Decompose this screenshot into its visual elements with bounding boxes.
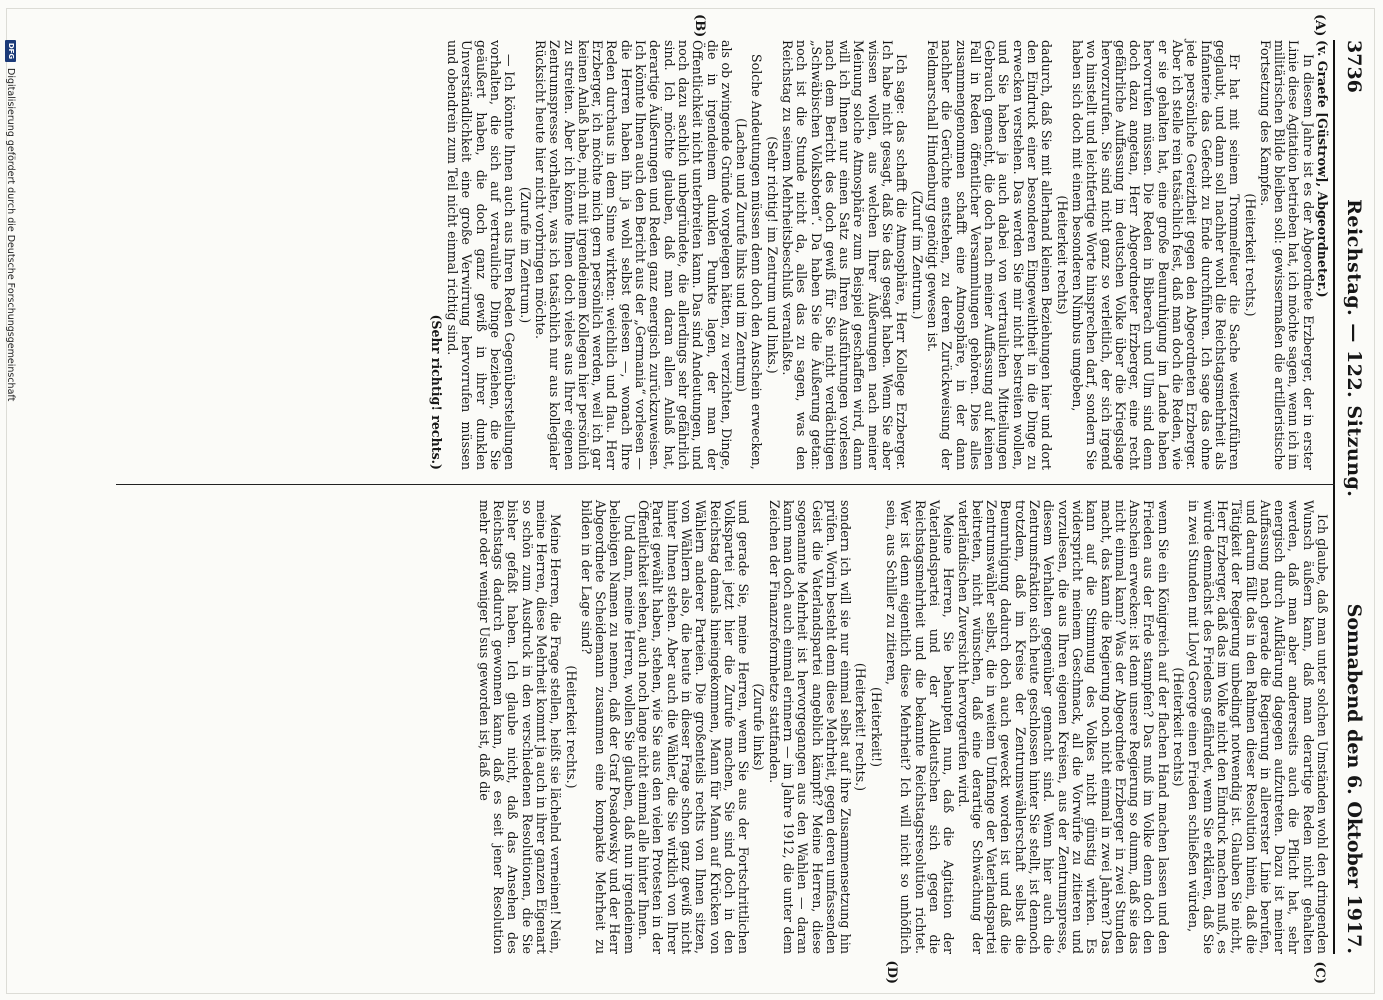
paragraph: Er hat mit seinem Trommelfeuer die Sache weiterzuführen geglaubt, und dann soll nachher wohl die Reichstagsmehrheit als Infanterie das Gefecht zu Ende durchführen. Ich sage das ohne jede persönliche Gereiztheit gegen den Abgeordneten Erzberger. Aber ich stelle rein tatsächlich fest, daß man doch die Reden, wie er sie gehalten hat, eine große Beunruhigung im Lande haben hervorrufen müssen. Die Reden in Biberach und Ulm sind denn doch dazu angetan, Herr Abgeordneter Erzberger, eine recht gefährliche Auffassung im deutschen Volke über die Kriegslage hervorzurufen. Sie sind nicht ganz so verleitlich, der sich irgend wo hinstellt und leichtfertige Worte hinsprechen darf, sondern Sie haben sich doch mit einem besonderen Nimbus umgeben, xyxy=(1069,40,1243,470)
margin-mark-b: (B) xyxy=(692,14,707,38)
closing-interjection: (Sehr richtig! rechts.) xyxy=(428,314,444,470)
left-column xyxy=(120,40,1329,470)
margin-mark-c: (C) xyxy=(1312,961,1327,984)
paragraph: als ob zwingende Gründe vorgelegen hätten, zu verzichten, Dinge, die in irgendeinem dunklen Punkte lagen, der man der Öffentlichkeit nicht unterbreiten kann. Das sind Andeutungen, und noch dazu sachlich unbegründete, die allerdings sehr gefährlich sind. Ich möchte glauben, daß man daran allen Anlaß hat, derartige Äußerungen und Reden ganz energisch zurückzuweisen. Ich könnte Ihnen auch den Bericht aus der „Germania“ vorlesen — die Herren haben ihn ja wohl selbst gelesen —, wonach Ihre Reden durchaus in dem Sinne wirkten: weichlich und flau. Herr Erzberger, ich möchte mich gern persönlich werden, weil ich gar keinen Anlaß habe, mich mit irgendeinem Kollegen hier persönlich zu streiten. Aber ich könnte Ihnen doch vieles aus Ihrer eigenen Zentrumspresse vorhalten, was ich tatsächlich nur aus kollegialer Rücksicht heute hier nicht vorbringen möchte. xyxy=(532,40,734,470)
margin-mark-a: (A) xyxy=(1312,14,1327,37)
paragraph: wenn Sie ein Königreich auf der flachen Hand machen lassen und den Frieden aus der Erde stampfen? Das muß im Volke denn doch den Anschein erwecken: ist denn unsere Regierung so dumm, daß sie das nicht einmal kann? Was der Abgeordnete Erzberger in zwei Stunden macht, das kann die Regierung noch nicht einmal in zwei Jahren? Das kann auf die Stimmung des Volkes nicht günstig wirken. Es widerspricht meinem Geschmack, all die Vorwürfe zu zitieren und vorzulesen, die aus Ihren eigenen Kreisen, aus der Zentrumspresse, diesem Verhalten gegenüber gemacht sind. Wenn hier auch die Zentrumsfraktion sich heute geschlossen hinter Sie stellt, ist dennoch trotzdem, daß im Kreise der Zentrumswählerschaft selbst die Beunruhigung dadurch doch auch geweckt worden ist und daß die Zentrumswähler selbst, die in weitem Umfange der Vaterlandspartei beitreten, nicht wünschen, daß eine derartige Schwächung der vaterländischen Zuversicht hervorgerufen wird. xyxy=(955,500,1171,954)
digitization-footer xyxy=(4,40,18,954)
paragraph: Ich glaube, daß man unter solchen Umständen wohl den dringenden Wunsch äußern kann, daß man derartige Reden nicht gehalten werden, daß man aber andererseits auch die Pflicht hat, sehr energisch durch Aufklärung dagegen aufzutreten. Dazu ist meiner Auffassung nach gerade die Regierung in allererster Linie berufen, und darum fällt das in den Rahmen dieser Resolution hinein, daß die Tätigkeit der Regierung unbedingt notwendig ist. Glauben Sie nicht, Herr Erzberger, daß das im Volke nicht den Eindruck machen muß, es würde demnächst des Friedens gefährdet, wenn Sie erklären, daß Sie in zwei Stunden mit Lloyd George einen Frieden schließen würden, xyxy=(1186,500,1330,954)
paragraph: — Ich könnte Ihnen auch aus Ihren Reden Gegenüberstellungen vorhalten, die sich auf vertrauliche Dinge beziehen, die Sie geäußert haben, die doch ganz gewiß in ihrer dunklen Unverständlichkeit eine große Verwirrung hervorrufen müssen und obendrein zum Teil nicht einmal richtig sind. xyxy=(445,40,518,470)
session-title: Reichstag. — 122. Sitzung. xyxy=(1343,199,1365,498)
interjection: (Heiterkeit rechts) xyxy=(1054,195,1070,315)
interjection: (Zurufe im Zentrum.) xyxy=(517,186,533,324)
margin-mark-d: (D) xyxy=(884,960,899,984)
paragraph: Meine Herren, Sie behaupten nun, daß die Agitation der Vaterlandspartei und der Alldeutschen sich gegen die Reichstagsmehrheit und die bekannte Reichstagsresolution richtet. Wer ist denn eigentlich diese Mehrheit? Ich will nicht so unhöflich sein, aus Schiller zu zitieren, xyxy=(884,500,957,954)
session-date: Sonnabend den 6. Oktober 1917. xyxy=(1343,603,1365,954)
two-column-body xyxy=(120,14,1330,984)
column-divider xyxy=(116,484,1335,485)
interjection: (Heiterkeit rechts.) xyxy=(1242,193,1258,317)
page-number: 3736 xyxy=(1343,40,1365,93)
paragraph: dadurch, daß Sie mit allerhand kleinen Beziehungen hier und dort den Eindruck einer besonderen Eingeweihtheit in die Dinge zu erwecken verstehen. Das werden Sie mir nicht bestreiten wollen, und Sie haben ja auch dabei von vertraulichen Mitteilungen Gebrauch gemacht, die doch nach meiner Auffassung auf keinen Fall in Reden öffentlicher Versammlungen gehören. Dies alles zusammengenommen schafft eine Atmosphäre, in der dann nachher die Gerüchte entstehen, zu deren Zurückweisung der Feldmarschall Hindenburg genötigt gewesen ist. xyxy=(924,40,1055,470)
page-header xyxy=(1333,40,1365,954)
speaker-line: (v. Graefe [Güstrow], Abgeordneter.) xyxy=(1315,40,1330,298)
dfg-logo: DFG xyxy=(6,40,17,62)
paragraph: Solche Andeutungen müssen denn doch den Anschein erwecken, xyxy=(749,54,765,470)
funding-note: Digitalisierung gefördert durch die Deutsche Forschungsgemeinschaft xyxy=(5,68,17,402)
paragraph: Meine Herren, die Frage stellen, heißt sie lächelnd verneinen! Nein, meine Herren, diese Mehrheit kommt ja auch in ihrer ganzen Eigenart so schön zum Ausdruck in den verschiedenen Resolutionen, die Sie bisher gefaßt haben. Ich glaube nicht, daß das Ansehen des Reichstags dadurch gewonnen kann, daß es seit jener Resolution mehr oder weniger Usus geworden ist, daß die xyxy=(476,500,564,954)
interjection: (Heiterkeit! rechts.) xyxy=(853,662,869,792)
interjection: (Sehr richtig! im Zentrum und links.) xyxy=(764,136,780,374)
interjection: (Heiterkeit rechts) xyxy=(1171,667,1187,787)
interjection: (Zuruf im Zentrum.) xyxy=(909,190,925,320)
paragraph: Und dann, meine Herren, wollen Sie glauben, daß nun irgendeinem beliebigen Namen zu nennen, daß der Graf Posadowsky und der Herr Abgeordnete Scheidemann zusammen eine kompakte Mehrheit zu bilden in der Lage sind? xyxy=(578,500,637,954)
paragraph: und gerade Sie, meine Herren, wenn Sie aus der Fortschrittlichen Volkspartei jetzt hier die Zurufe machen, Sie sind doch in den Reichstag damals hineingekommen, Mann für Mann auf Krücken von Wählern anderer Parteien. Die großenteils rechts von Ihnen sitzen, von Wählern also, die heute in dieser Frage schon ganz gewiß nicht hinter Ihnen stehen. Aber auch die Wähler, die Sie wirklich von Ihrer Partei gewählt haben, stehen, wie Sie aus den vielen Protesten in der Öffentlichkeit sehen, auch noch lange nicht einmal alle hinter Ihnen. xyxy=(636,500,752,954)
interjection: (Heiterkeit rechts.) xyxy=(563,665,579,789)
interjection: (Lachen und Zurufe links und im Zentrum) xyxy=(734,118,750,392)
paragraph: In diesem Jahre ist es der Abgeordnete Erzberger, der in erster Linie diese Agitation betrieben hat, ich möchte sagen, wenn ich im militärischen Bilde bleiben soll: gewissermaßen die artilleristische Fortsetzung des Kampfes. xyxy=(1257,40,1316,470)
paragraph: sondern ich will sie nur einmal selbst auf ihre Zusammensetzung hin prüfen. Worin besteht denn diese Mehrheit, gegen deren umfassenden Geist die Vaterlandspartei angeblich kämpft? Meine Herren, diese sogenannte Mehrheit ist hervorgegangen aus den Wahlen — daran kann man doch auch einmal erinnern — im Jahre 1912, die unter dem Zeichen der Finanzreformhetze stattfanden. xyxy=(766,500,854,954)
interjection: (Heiterkeit!) xyxy=(868,686,884,768)
right-column xyxy=(120,500,1329,954)
paragraph: Ich sage: das schafft die Atmosphäre, Herr Kollege Erzberger. Ich habe nicht gesagt, daß Sie das gesagt haben. Wenn Sie aber wissen wollen, aus welchen Ihrer Äußerungen nach meiner Meinung solche Atmosphäre zum Beispiel geschaffen wird, dann will ich Ihnen nur einen Satz aus Ihren Ausführungen vorlesen nach dem Bericht des doch gewiß für Sie nicht verdächtigen „Schwäbischen Volksboten“. Da haben Sie die Äußerung getan: noch ist die Stunde nicht da, alles das zu sagen, was den Reichstag zu seinem Mehrheitsbeschluß veranlaßte. xyxy=(780,40,910,470)
interjection: (Zurufe links) xyxy=(751,683,767,771)
